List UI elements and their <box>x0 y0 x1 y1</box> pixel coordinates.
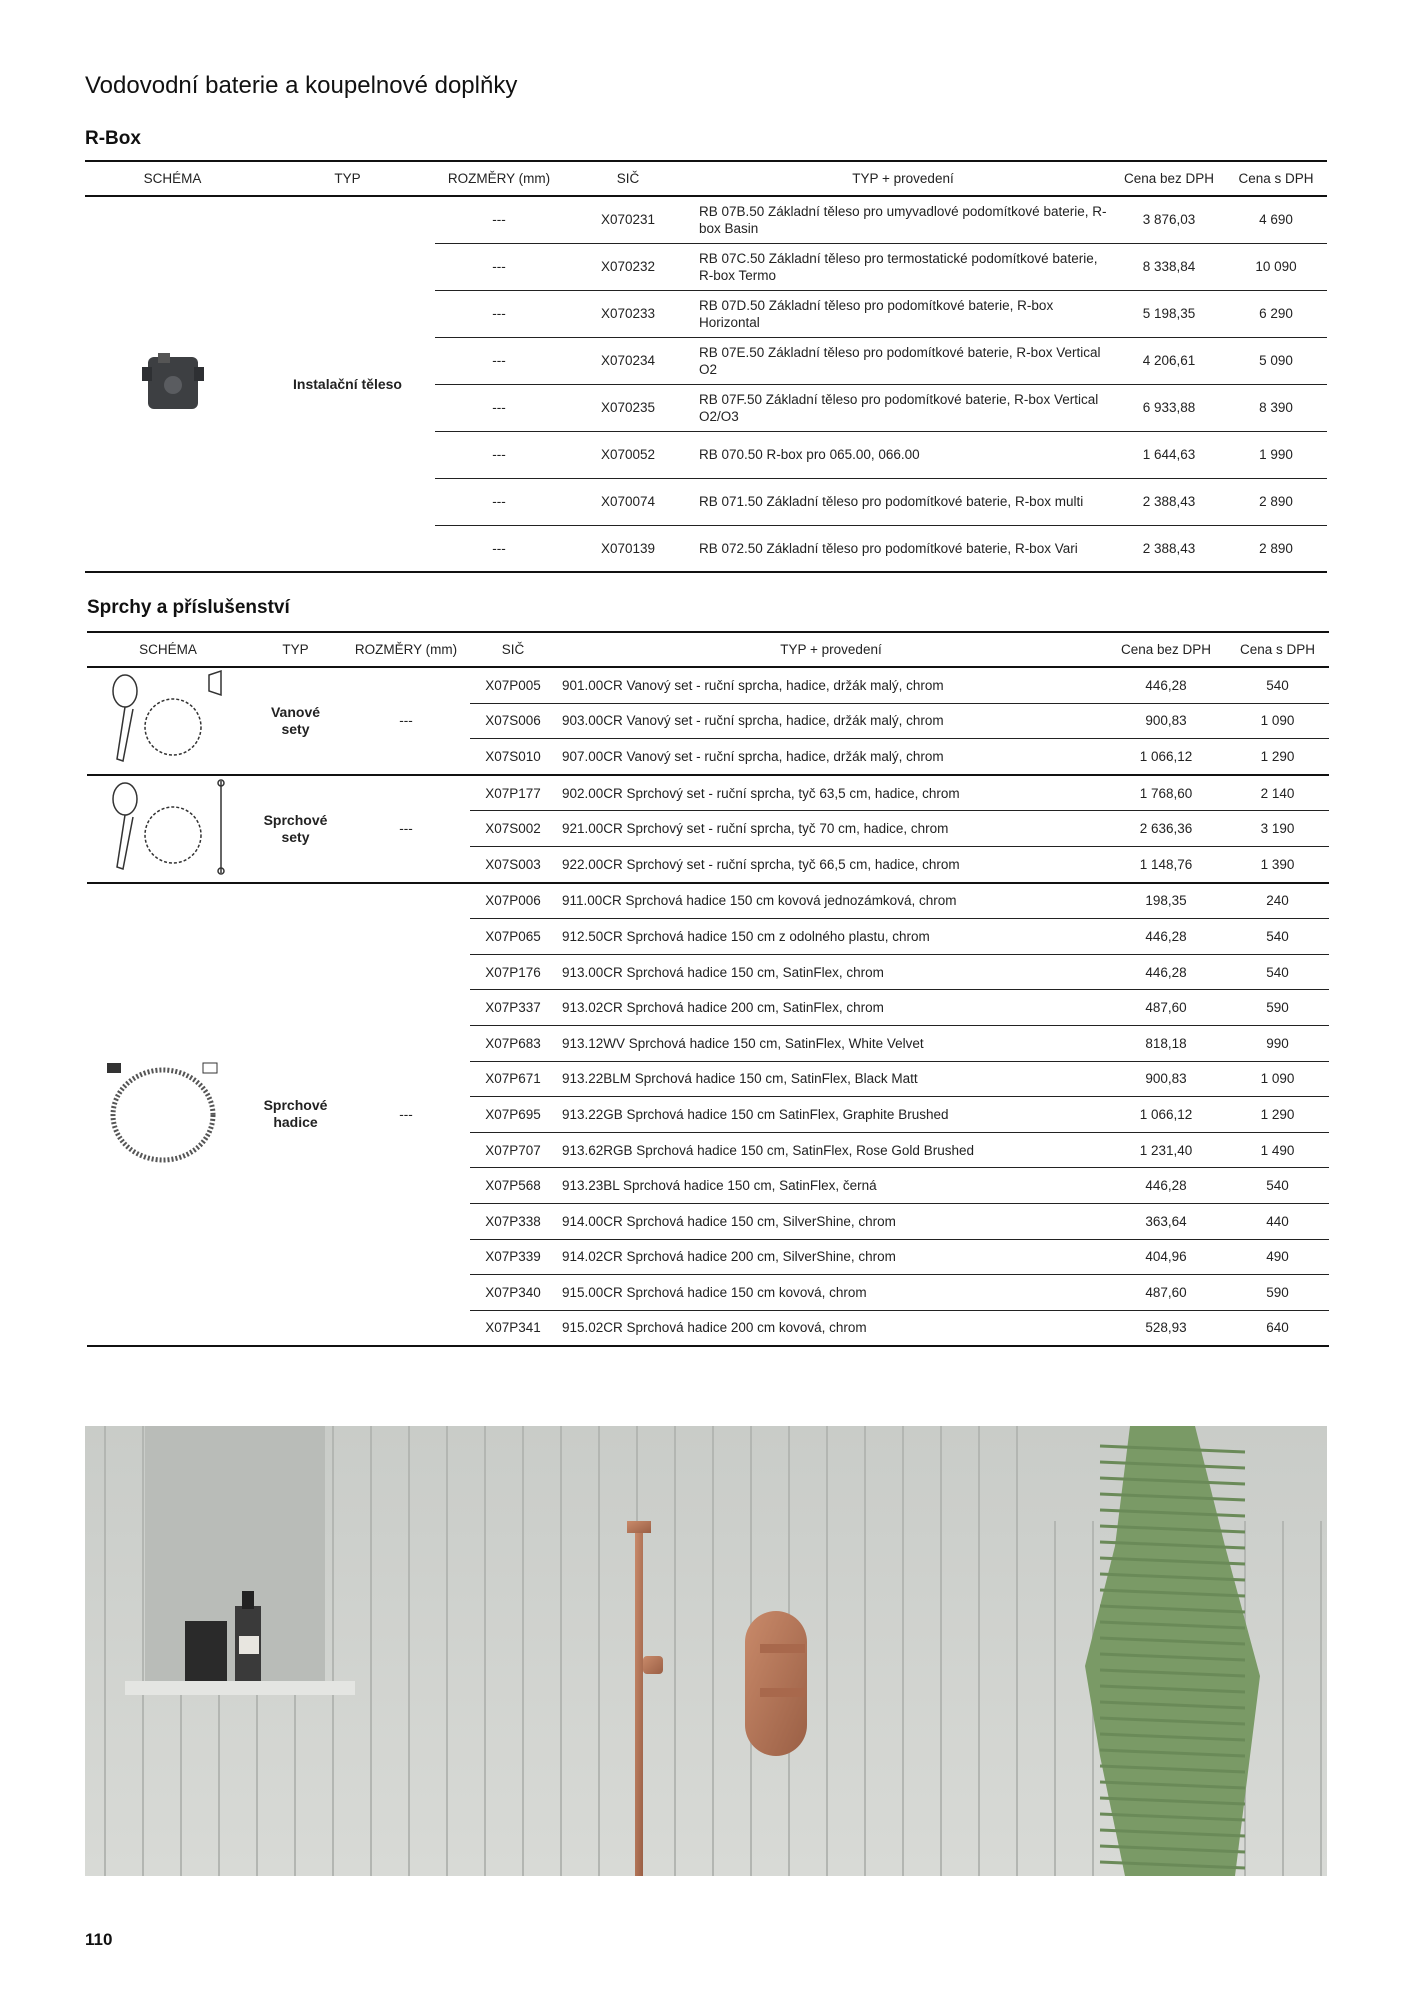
description-cell: RB 070.50 R-box pro 065.00, 066.00 <box>693 431 1113 478</box>
description-cell: 912.50CR Sprchová hadice 150 cm z odolného plastu, chrom <box>556 919 1106 955</box>
col-header-price-inc: Cena s DPH <box>1226 632 1329 667</box>
price-inc-cell: 540 <box>1226 667 1329 703</box>
dims-cell: --- <box>435 290 563 337</box>
price-inc-cell: 2 890 <box>1225 478 1327 525</box>
price-inc-cell: 4 690 <box>1225 196 1327 243</box>
hose-schema-image <box>103 1053 233 1173</box>
price-ex-cell: 1 644,63 <box>1113 431 1225 478</box>
sprchy-table <box>87 631 1329 1347</box>
price-ex-cell: 2 388,43 <box>1113 478 1225 525</box>
schema-cell <box>87 667 249 775</box>
dims-cell: --- <box>435 243 563 290</box>
typ-line-2: hadice <box>273 1114 318 1131</box>
description-cell: 921.00CR Sprchový set - ruční sprcha, tyč 70 cm, hadice, chrom <box>556 811 1106 847</box>
description-cell: RB 07F.50 Základní těleso pro podomítkové baterie, R-box Vertical O2/O3 <box>693 384 1113 431</box>
bathroom-photo <box>85 1426 1327 1876</box>
install-body-image <box>138 343 208 423</box>
price-inc-cell: 1 090 <box>1226 1061 1329 1097</box>
sic-cell: X07P683 <box>470 1025 556 1061</box>
dims-cell: --- <box>435 431 563 478</box>
price-inc-cell: 5 090 <box>1225 337 1327 384</box>
col-header-price-ex: Cena bez DPH <box>1113 161 1225 196</box>
price-inc-cell: 2 890 <box>1225 525 1327 572</box>
price-ex-cell: 1 231,40 <box>1106 1132 1226 1168</box>
sic-cell: X070231 <box>563 196 693 243</box>
description-cell: 913.22GB Sprchová hadice 150 cm SatinFlex, Graphite Brushed <box>556 1097 1106 1133</box>
sic-cell: X070074 <box>563 478 693 525</box>
col-header-price-inc: Cena s DPH <box>1225 161 1327 196</box>
page-number: 110 <box>85 1930 113 1949</box>
sic-cell: X07P339 <box>470 1239 556 1275</box>
price-inc-cell: 1 290 <box>1226 739 1329 775</box>
sic-cell: X070233 <box>563 290 693 337</box>
description-cell: RB 07D.50 Základní těleso pro podomítkové baterie, R-box Horizontal <box>693 290 1113 337</box>
sic-cell: X07P337 <box>470 990 556 1026</box>
description-cell: 922.00CR Sprchový set - ruční sprcha, tyč 66,5 cm, hadice, chrom <box>556 846 1106 882</box>
sic-cell: X07P340 <box>470 1275 556 1311</box>
description-cell: 913.12WV Sprchová hadice 150 cm, SatinFlex, White Velvet <box>556 1025 1106 1061</box>
dims-cell: --- <box>342 883 470 1347</box>
rbox-section-title: R-Box <box>85 128 141 149</box>
description-cell: 913.23BL Sprchová hadice 150 cm, SatinFlex, černá <box>556 1168 1106 1204</box>
description-cell: 902.00CR Sprchový set - ruční sprcha, tyč 63,5 cm, hadice, chrom <box>556 775 1106 811</box>
col-header-sic: SIČ <box>563 161 693 196</box>
table-row <box>87 883 1329 919</box>
typ-line-1: Vanové <box>270 703 321 720</box>
sic-cell: X07P568 <box>470 1168 556 1204</box>
price-ex-cell: 404,96 <box>1106 1239 1226 1275</box>
sprchy-header-row <box>87 632 1329 667</box>
price-ex-cell: 528,93 <box>1106 1310 1226 1346</box>
sic-cell: X07P341 <box>470 1310 556 1346</box>
price-ex-cell: 1 768,60 <box>1106 775 1226 811</box>
price-inc-cell: 590 <box>1226 990 1329 1026</box>
price-inc-cell: 1 490 <box>1226 1132 1329 1168</box>
price-ex-cell: 8 338,84 <box>1113 243 1225 290</box>
description-cell: 914.00CR Sprchová hadice 150 cm, SilverShine, chrom <box>556 1203 1106 1239</box>
price-inc-cell: 490 <box>1226 1239 1329 1275</box>
dims-cell: --- <box>435 196 563 243</box>
description-cell: 913.02CR Sprchová hadice 200 cm, SatinFlex, chrom <box>556 990 1106 1026</box>
description-cell: 911.00CR Sprchová hadice 150 cm kovová jednozámková, chrom <box>556 883 1106 919</box>
description-cell: 913.62RGB Sprchová hadice 150 cm, SatinFlex, Rose Gold Brushed <box>556 1132 1106 1168</box>
dims-cell: --- <box>435 525 563 572</box>
sic-cell: X07P671 <box>470 1061 556 1097</box>
description-cell: 915.00CR Sprchová hadice 150 cm kovová, chrom <box>556 1275 1106 1311</box>
description-cell: 907.00CR Vanový set - ruční sprcha, hadice, držák malý, chrom <box>556 739 1106 775</box>
dims-cell: --- <box>435 384 563 431</box>
sic-cell: X07P177 <box>470 775 556 811</box>
sic-cell: X07P065 <box>470 919 556 955</box>
sic-cell: X070139 <box>563 525 693 572</box>
col-header-schema: SCHÉMA <box>87 632 249 667</box>
price-ex-cell: 487,60 <box>1106 1275 1226 1311</box>
price-inc-cell: 990 <box>1226 1025 1329 1061</box>
table-row <box>87 775 1329 811</box>
col-header-typ: TYP <box>260 161 435 196</box>
price-ex-cell: 4 206,61 <box>1113 337 1225 384</box>
price-ex-cell: 363,64 <box>1106 1203 1226 1239</box>
description-cell: 913.22BLM Sprchová hadice 150 cm, SatinFlex, Black Matt <box>556 1061 1106 1097</box>
price-ex-cell: 446,28 <box>1106 667 1226 703</box>
dims-cell: --- <box>435 478 563 525</box>
dims-cell: --- <box>342 667 470 775</box>
sic-cell: X070052 <box>563 431 693 478</box>
col-header-sic: SIČ <box>470 632 556 667</box>
sic-cell: X07P695 <box>470 1097 556 1133</box>
col-header-price-ex: Cena bez DPH <box>1106 632 1226 667</box>
price-ex-cell: 818,18 <box>1106 1025 1226 1061</box>
price-ex-cell: 5 198,35 <box>1113 290 1225 337</box>
price-inc-cell: 1 990 <box>1225 431 1327 478</box>
description-cell: 901.00CR Vanový set - ruční sprcha, hadice, držák malý, chrom <box>556 667 1106 703</box>
price-ex-cell: 446,28 <box>1106 954 1226 990</box>
price-inc-cell: 1 290 <box>1226 1097 1329 1133</box>
typ-line-2: sety <box>281 720 310 737</box>
sprchy-section-title: Sprchy a příslušenství <box>87 597 290 618</box>
price-inc-cell: 640 <box>1226 1310 1329 1346</box>
price-inc-cell: 440 <box>1226 1203 1329 1239</box>
typ-line-1: Sprchové <box>263 1097 328 1114</box>
sic-cell: X07S003 <box>470 846 556 882</box>
col-header-dims: ROZMĚRY (mm) <box>435 161 563 196</box>
price-ex-cell: 198,35 <box>1106 883 1226 919</box>
price-ex-cell: 6 933,88 <box>1113 384 1225 431</box>
price-ex-cell: 1 148,76 <box>1106 846 1226 882</box>
schema-cell <box>87 883 249 1347</box>
rail-schema-image <box>103 777 233 877</box>
price-inc-cell: 1 090 <box>1226 703 1329 739</box>
price-inc-cell: 590 <box>1226 1275 1329 1311</box>
sic-cell: X070235 <box>563 384 693 431</box>
typ-label <box>249 775 342 883</box>
description-cell: RB 07B.50 Základní těleso pro umyvadlové podomítkové baterie, R-box Basin <box>693 196 1113 243</box>
price-inc-cell: 2 140 <box>1226 775 1329 811</box>
price-inc-cell: 8 390 <box>1225 384 1327 431</box>
sic-cell: X07P176 <box>470 954 556 990</box>
sic-cell: X07P707 <box>470 1132 556 1168</box>
price-ex-cell: 1 066,12 <box>1106 1097 1226 1133</box>
sic-cell: X070232 <box>563 243 693 290</box>
sic-cell: X07P005 <box>470 667 556 703</box>
price-ex-cell: 2 636,36 <box>1106 811 1226 847</box>
price-ex-cell: 446,28 <box>1106 919 1226 955</box>
price-inc-cell: 540 <box>1226 954 1329 990</box>
table-row <box>85 196 1327 243</box>
dims-cell: --- <box>342 775 470 883</box>
description-cell: 914.02CR Sprchová hadice 200 cm, SilverShine, chrom <box>556 1239 1106 1275</box>
description-cell: RB 072.50 Základní těleso pro podomítkové baterie, R-box Vari <box>693 525 1113 572</box>
typ-line-2: sety <box>281 828 310 845</box>
price-inc-cell: 6 290 <box>1225 290 1327 337</box>
price-ex-cell: 900,83 <box>1106 703 1226 739</box>
price-ex-cell: 2 388,43 <box>1113 525 1225 572</box>
col-header-schema: SCHÉMA <box>85 161 260 196</box>
typ-line-1: Sprchové <box>263 811 328 828</box>
price-inc-cell: 3 190 <box>1226 811 1329 847</box>
typ-label <box>249 883 342 1347</box>
page-title: Vodovodní baterie a koupelnové doplňky <box>85 72 518 99</box>
description-cell: 913.00CR Sprchová hadice 150 cm, SatinFlex, chrom <box>556 954 1106 990</box>
price-ex-cell: 446,28 <box>1106 1168 1226 1204</box>
price-inc-cell: 240 <box>1226 883 1329 919</box>
bath-schema-image <box>103 669 233 769</box>
bathroom-photo-illustration <box>85 1426 1327 1876</box>
typ-label: Instalační těleso <box>260 196 435 572</box>
rbox-header-row <box>85 161 1327 196</box>
table-row <box>87 667 1329 703</box>
sic-cell: X070234 <box>563 337 693 384</box>
description-cell: 903.00CR Vanový set - ruční sprcha, hadice, držák malý, chrom <box>556 703 1106 739</box>
col-header-desc: TYP + provedení <box>693 161 1113 196</box>
col-header-dims: ROZMĚRY (mm) <box>342 632 470 667</box>
col-header-typ: TYP <box>249 632 342 667</box>
dims-cell: --- <box>435 337 563 384</box>
sic-cell: X07P006 <box>470 883 556 919</box>
rbox-table <box>85 160 1327 573</box>
sic-cell: X07S006 <box>470 703 556 739</box>
sic-cell: X07S002 <box>470 811 556 847</box>
schema-cell <box>87 775 249 883</box>
description-cell: RB 071.50 Základní těleso pro podomítkové baterie, R-box multi <box>693 478 1113 525</box>
schema-cell <box>85 196 260 572</box>
sic-cell: X07P338 <box>470 1203 556 1239</box>
price-ex-cell: 3 876,03 <box>1113 196 1225 243</box>
price-inc-cell: 1 390 <box>1226 846 1329 882</box>
description-cell: RB 07E.50 Základní těleso pro podomítkové baterie, R-box Vertical O2 <box>693 337 1113 384</box>
price-ex-cell: 900,83 <box>1106 1061 1226 1097</box>
price-inc-cell: 540 <box>1226 919 1329 955</box>
sic-cell: X07S010 <box>470 739 556 775</box>
price-inc-cell: 10 090 <box>1225 243 1327 290</box>
price-ex-cell: 1 066,12 <box>1106 739 1226 775</box>
description-cell: 915.02CR Sprchová hadice 200 cm kovová, chrom <box>556 1310 1106 1346</box>
price-ex-cell: 487,60 <box>1106 990 1226 1026</box>
description-cell: RB 07C.50 Základní těleso pro termostatické podomítkové baterie, R-box Termo <box>693 243 1113 290</box>
typ-label <box>249 667 342 775</box>
col-header-desc: TYP + provedení <box>556 632 1106 667</box>
price-inc-cell: 540 <box>1226 1168 1329 1204</box>
